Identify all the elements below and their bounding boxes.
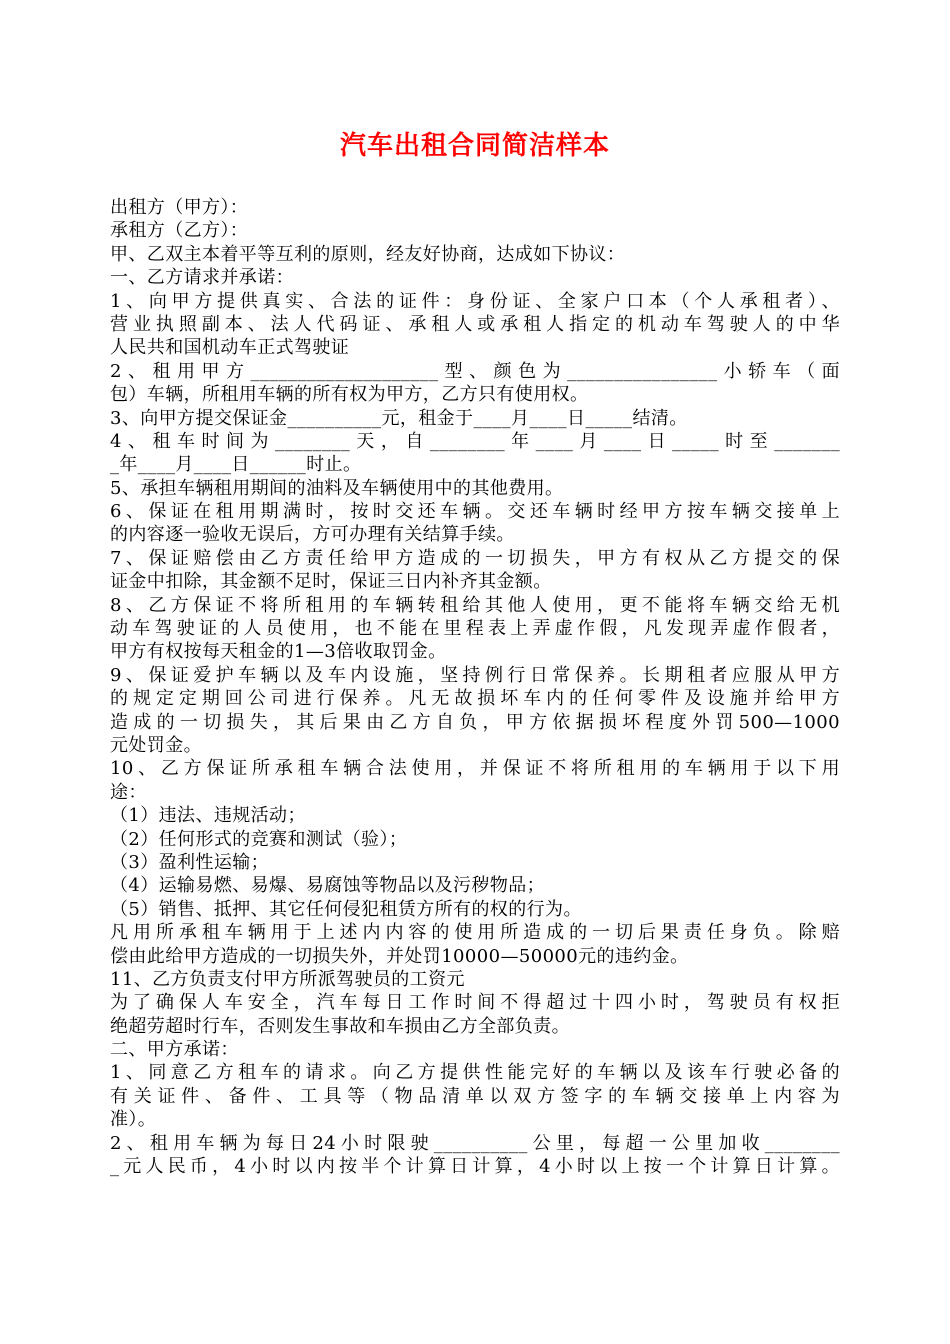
clause-line: 动车驾驶证的人员使用，也不能在里程表上弄虚作假，凡发现弄虚作假者， bbox=[110, 618, 840, 640]
clause-line: 证金中扣除，其金额不足时，保证三日内补齐其金额。 bbox=[110, 571, 552, 593]
clause-line: 造成的一切损失，其后果由乙方自负，甲方依据损坏程度外罚500—1000 bbox=[110, 711, 840, 733]
clause-line: 1、向甲方提供真实、合法的证件：身份证、全家户口本（个人承租者）、 bbox=[110, 290, 840, 312]
clause-line: 的内容逐一验收无误后，方可办理有关结算手续。 bbox=[110, 524, 515, 546]
clause-line: 营业执照副本、法人代码证、承租人或承租人指定的机动车驾驶人的中华 bbox=[110, 313, 840, 335]
clause-line: 人民共和国机动车正式驾驶证 bbox=[110, 337, 350, 359]
clause-line: 3、向甲方提交保证金__________元，租金于____月____日_____结清。 bbox=[110, 407, 688, 429]
clause-line: 6、保证在租用期满时，按时交还车辆。交还车辆时经甲方按车辆交接单上 bbox=[110, 501, 840, 523]
clause-line: 绝超劳超时行车，否则发生事故和车损由乙方全部负责。 bbox=[110, 1015, 570, 1037]
clause-line: 元处罚金。 bbox=[110, 734, 202, 756]
clause-line: 包）车辆，所租用车辆的所有权为甲方，乙方只有使用权。 bbox=[110, 384, 589, 406]
document-body bbox=[110, 196, 840, 1178]
clause-line: 8、乙方保证不将所租用的车辆转租给其他人使用，更不能将车辆交给无机 bbox=[110, 594, 840, 616]
clause-line: 准）。 bbox=[110, 1109, 157, 1131]
clause-line: 的规定定期回公司进行保养。凡无故损坏车内的任何零件及设施并给甲方 bbox=[110, 688, 840, 710]
clause-line: 7、保证赔偿由乙方责任给甲方造成的一切损失，甲方有权从乙方提交的保 bbox=[110, 547, 840, 569]
list-item: （1）违法、违规活动； bbox=[110, 805, 306, 827]
clause-line: 2、租用甲方____________________型、颜色为________________小轿车（面 bbox=[110, 360, 840, 382]
clause-line: 2、租用车辆为每日24小时限驶__________公里，每超一公里加收________ bbox=[110, 1132, 840, 1154]
clause-line: 5、承担车辆租用期间的油料及车辆使用中的其他费用。 bbox=[110, 477, 564, 499]
list-item: （4）运输易燃、易爆、易腐蚀等物品以及污秽物品； bbox=[110, 875, 546, 897]
clause-line: 为了确保人车安全，汽车每日工作时间不得超过十四小时，驾驶员有权拒 bbox=[110, 992, 840, 1014]
section-heading-2: 二、甲方承诺： bbox=[110, 1039, 239, 1061]
list-item: （5）销售、抵押、其它任何侵犯租赁方所有的权的行为。 bbox=[110, 898, 582, 920]
clause-line: 10、乙方保证所承租车辆合法使用，并保证不将所租用的车辆用于以下用 bbox=[110, 758, 840, 780]
preamble-line: 甲、乙双主本着平等互利的原则，经友好协商，达成如下协议： bbox=[110, 243, 626, 265]
party-b-line: 承租方（乙方）： bbox=[110, 220, 249, 242]
clause-line: 9、保证爱护车辆以及车内设施，坚持例行日常保养。长期租者应服从甲方 bbox=[110, 664, 840, 686]
party-a-line: 出租方（甲方）： bbox=[110, 197, 249, 218]
clause-line: 凡用所承租车辆用于上述内内容的使用所造成的一切后果责任身负。除赔 bbox=[110, 922, 840, 944]
clause-line: 途： bbox=[110, 781, 147, 803]
clause-line: 1、同意乙方租车的请求。向乙方提供性能完好的车辆以及该车行驶必备的 bbox=[110, 1062, 840, 1084]
list-item: （2）任何形式的竞赛和测试（验）； bbox=[110, 828, 408, 850]
clause-line: 有关证件、备件、工具等（物品清单以双方签字的车辆交接单上内容为 bbox=[110, 1085, 840, 1107]
clause-line: 偿由此给甲方造成的一切损失外，并处罚10000—50000元的违约金。 bbox=[110, 945, 689, 967]
clause-line: 甲方有权按每天租金的1—3倍收取罚金。 bbox=[110, 641, 447, 663]
clause-line: 4、租车时间为________天，自________年____月____日_____时至_______ bbox=[110, 430, 840, 452]
clause-line: 11、乙方负责支付甲方所派驾驶员的工资元 bbox=[110, 968, 465, 990]
document-title: 汽车出租合同简洁样本 bbox=[339, 131, 610, 161]
list-item: （3）盈利性运输； bbox=[110, 851, 270, 873]
clause-line: _元人民币，4小时以内按半个计算日计算，4小时以上按一个计算日计算。 bbox=[110, 1156, 840, 1178]
section-heading-1: 一、乙方请求并承诺： bbox=[110, 267, 294, 289]
clause-line: _年____月____日______时止。 bbox=[110, 454, 362, 476]
